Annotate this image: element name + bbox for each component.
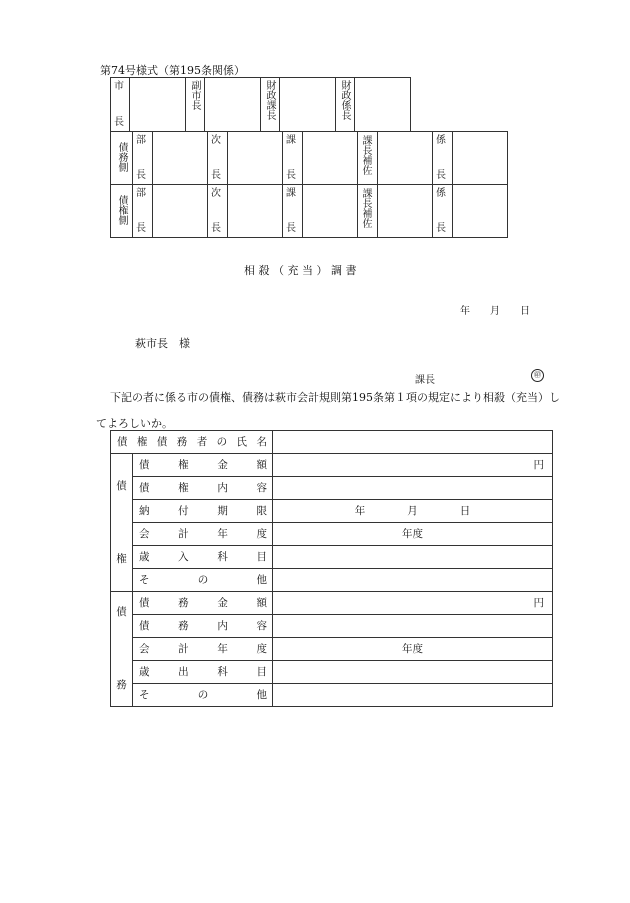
- credit-row-value[interactable]: 年 月 日: [273, 500, 553, 523]
- assistant-section-head-stamp-box[interactable]: [378, 132, 433, 185]
- debt-side-label: 債務側: [111, 132, 133, 185]
- debt-group-label: 債 務: [111, 592, 133, 707]
- credit-row-value[interactable]: 年度: [273, 523, 553, 546]
- table-row: [111, 661, 553, 684]
- date-line: 年 月 日: [460, 306, 530, 317]
- section-head-stamp-box[interactable]: [303, 185, 358, 238]
- debtor-name-header: [111, 431, 273, 454]
- section-head-label: 課 長: [283, 132, 303, 185]
- deputy-head-stamp-box[interactable]: [228, 185, 283, 238]
- credit-row-label: 債 権 内 容: [133, 477, 273, 500]
- debt-side-row: [111, 132, 508, 185]
- credit-row-value[interactable]: [273, 569, 553, 592]
- dept-head-stamp-box[interactable]: [153, 132, 208, 185]
- table-row: [111, 684, 553, 707]
- credit-row-label: 債 権 金 額: [133, 454, 273, 477]
- debtor-name-field[interactable]: [273, 431, 553, 454]
- table-row: [111, 615, 553, 638]
- form-id: 第74号様式（第195条関係）: [100, 64, 245, 77]
- debt-row-label: 債 務 金 額: [133, 592, 273, 615]
- table-row: [111, 454, 553, 477]
- debt-row-value[interactable]: [273, 615, 553, 638]
- deputy-head-label: 次 長: [208, 132, 228, 185]
- addressee: 萩市長 様: [135, 337, 190, 350]
- finance-subchief-stamp-box[interactable]: [355, 78, 411, 132]
- document-title: 相 殺 （ 充 当 ） 調 書: [244, 264, 357, 277]
- unit-head-label: 係 長: [433, 132, 453, 185]
- table-row: [111, 523, 553, 546]
- unit-head-label: 係 長: [433, 185, 453, 238]
- table-row: [111, 638, 553, 661]
- debt-row-value[interactable]: 円: [273, 592, 553, 615]
- dept-head-stamp-box[interactable]: [153, 185, 208, 238]
- finance-subchief-label: 財政係長: [336, 78, 355, 132]
- credit-row-label: 納 付 期 限: [133, 500, 273, 523]
- credit-row-value[interactable]: 円: [273, 454, 553, 477]
- section-chief-label: 課長: [415, 375, 435, 386]
- section-head-label: 課 長: [283, 185, 303, 238]
- deputy-mayor-stamp-box[interactable]: [205, 78, 261, 132]
- table-row: [111, 431, 553, 454]
- credit-row-value[interactable]: [273, 477, 553, 500]
- assistant-section-head-label: 課長補佐: [358, 132, 378, 185]
- mayor-label: 市 長: [111, 78, 130, 132]
- finance-chief-label: 財政課長: [261, 78, 280, 132]
- dept-head-label: 部 長: [133, 132, 153, 185]
- debt-row-label: 会 計 年 度: [133, 638, 273, 661]
- deputy-head-label: 次 長: [208, 185, 228, 238]
- table-row: [111, 546, 553, 569]
- unit-head-stamp-box[interactable]: [453, 185, 508, 238]
- approval-table-top: [110, 77, 411, 132]
- debt-row-label: 歳 出 科 目: [133, 661, 273, 684]
- body-text: 下記の者に係る市の債権、債務は萩市会計規則第195条第１項の規定により相殺（充当）してよろしいか。: [96, 391, 560, 430]
- finance-chief-stamp-box[interactable]: [280, 78, 336, 132]
- credit-row-label: そ の 他: [133, 569, 273, 592]
- credit-row-label: 歳 入 科 目: [133, 546, 273, 569]
- debtor-name-header-label: 債 権 債 務 者 の 氏 名: [117, 435, 267, 448]
- unit-head-stamp-box[interactable]: [453, 132, 508, 185]
- assistant-section-head-stamp-box[interactable]: [378, 185, 433, 238]
- section-head-stamp-box[interactable]: [303, 132, 358, 185]
- credit-side-row: [111, 185, 508, 238]
- credit-row-value[interactable]: [273, 546, 553, 569]
- debt-row-label: 債 務 内 容: [133, 615, 273, 638]
- debt-row-value[interactable]: [273, 661, 553, 684]
- table-row: [111, 500, 553, 523]
- deputy-mayor-label: 副市長: [186, 78, 205, 132]
- detail-table: [110, 430, 553, 707]
- credit-group-label: 債 権: [111, 454, 133, 592]
- debt-row-value[interactable]: [273, 684, 553, 707]
- table-row: [111, 569, 553, 592]
- debt-row-label: そ の 他: [133, 684, 273, 707]
- deputy-head-stamp-box[interactable]: [228, 132, 283, 185]
- debt-row-value[interactable]: 年度: [273, 638, 553, 661]
- table-row: [111, 592, 553, 615]
- seal-icon: ㊞: [531, 369, 544, 382]
- assistant-section-head-label: 課長補佐: [358, 185, 378, 238]
- approval-table-sides: [110, 131, 508, 238]
- dept-head-label: 部 長: [133, 185, 153, 238]
- mayor-stamp-box[interactable]: [130, 78, 186, 132]
- table-row: [111, 477, 553, 500]
- credit-row-label: 会 計 年 度: [133, 523, 273, 546]
- credit-side-label: 債権側: [111, 185, 133, 238]
